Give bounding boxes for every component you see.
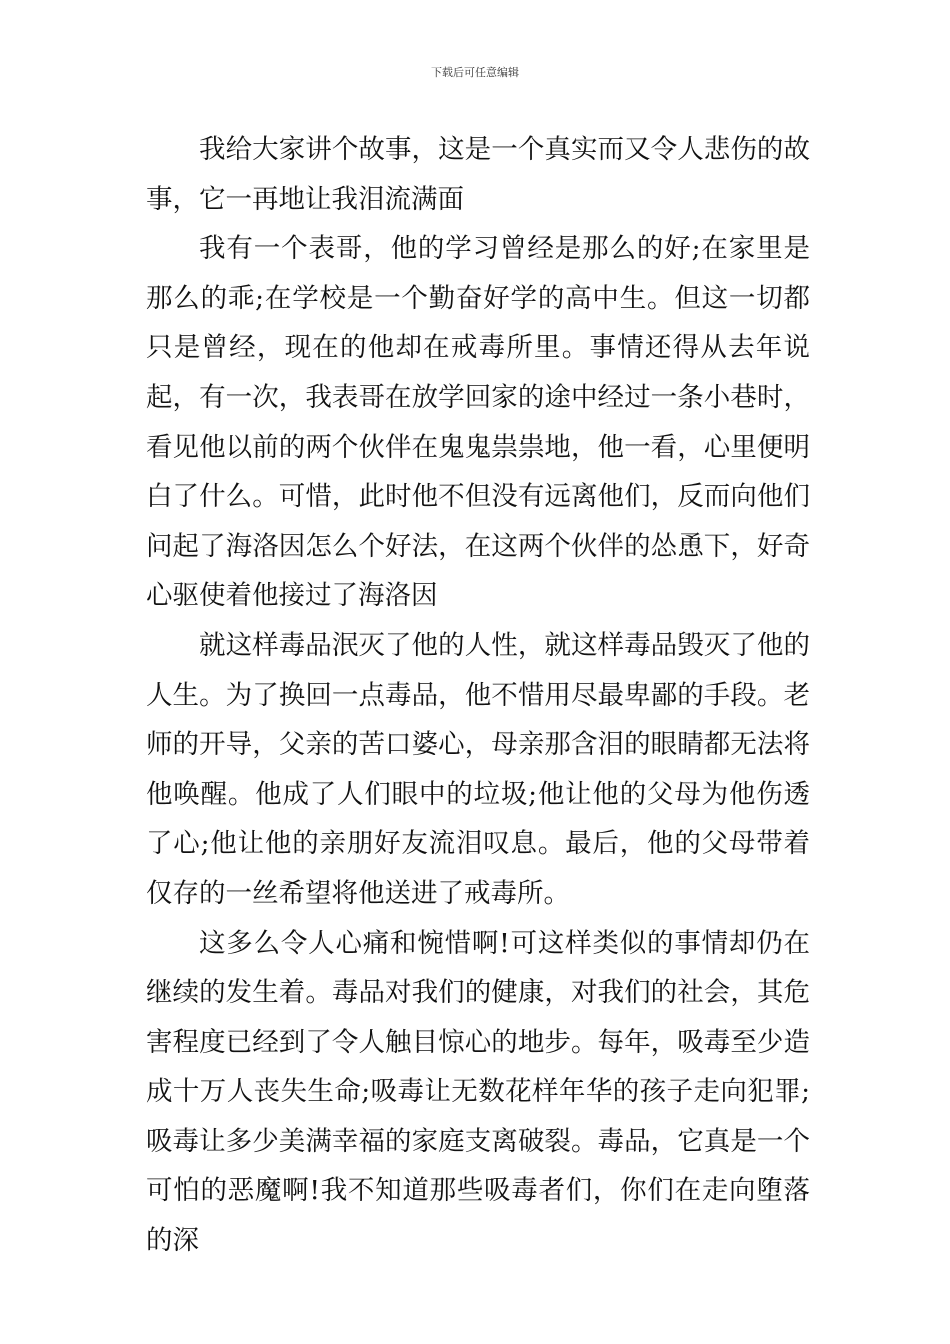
paragraph: 我给大家讲个故事，这是一个真实而又令人悲伤的故事，它一再地让我泪流满面 [146,134,810,215]
paragraph: 我有一个表哥，他的学习曾经是那么的好;在家里是那么的乖;在学校是一个勤奋好学的高中生。但这一切都只是曾经，现在的他却在戒毒所里。事情还得从去年说起，有一次，我表哥在放学回家的途中经过一条小巷时，看见他以前的两个伙伴在鬼鬼祟祟地，他一看，心里便明白了什么。可惜，此时他不但没有远离他们，反而向他们问起了海洛因怎么个好法，在这两个伙伴的怂恿下，好奇心驱使着他接过了海洛因 [146,233,810,612]
paragraph: 这多么令人心痛和惋惜啊!可这样类似的事情却仍在继续的发生着。毒品对我们的健康，对我们的社会，其危害程度已经到了令人触目惊心的地步。每年，吸毒至少造成十万人丧失生命;吸毒让无数花样年华的孩子走向犯罪;吸毒让多少美满幸福的家庭支离破裂。毒品，它真是一个可怕的恶魔啊!我不知道那些吸毒者们，你们在走向堕落的深 [146,927,810,1257]
document-body [146,125,810,1266]
page-header-note: 下载后可任意编辑 [431,66,519,79]
paragraph: 就这样毒品泯灭了他的人性，就这样毒品毁灭了他的人生。为了换回一点毒品，他不惜用尽最卑鄙的手段。老师的开导，父亲的苦口婆心，母亲那含泪的眼睛都无法将他唤醒。他成了人们眼中的垃圾;他让他的父母为他伤透了心;他让他的亲朋好友流泪叹息。最后，他的父母带着仅存的一丝希望将他送进了戒毒所。 [146,629,810,909]
